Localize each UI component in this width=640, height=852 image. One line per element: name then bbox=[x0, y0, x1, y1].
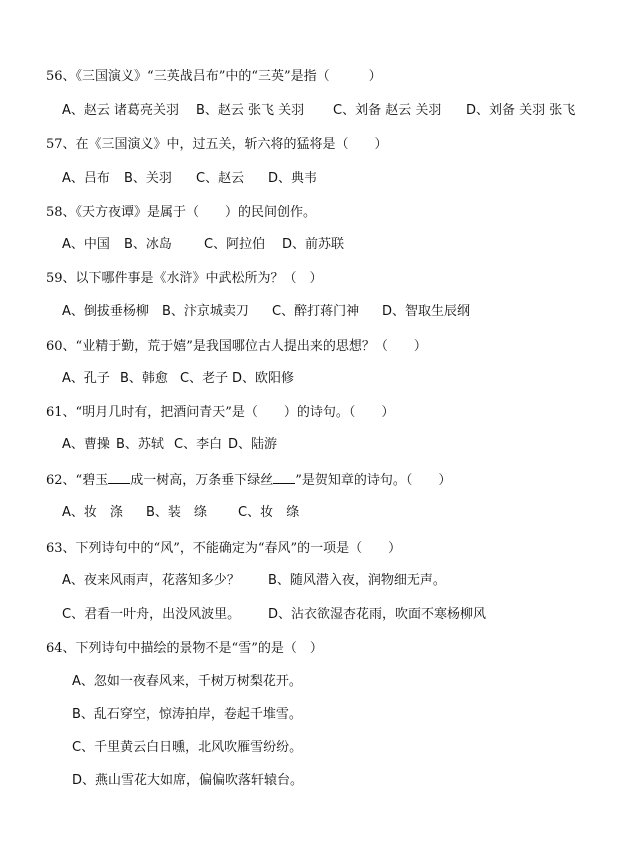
option-c: C、老子 bbox=[180, 371, 229, 386]
option-d: D、欧阳修 bbox=[232, 371, 295, 386]
option-b: B、苏轼 bbox=[116, 437, 164, 452]
option-b: B、乱石穿空，惊涛拍岸，卷起千堆雪。 bbox=[72, 707, 302, 722]
question-62-part-1: 62、“碧玉 bbox=[46, 473, 109, 488]
option-a: A、忽如一夜春风来，千树万树梨花开。 bbox=[72, 674, 302, 689]
option-a: A、倒拔垂杨柳 bbox=[62, 304, 149, 319]
question-63: 63、下列诗句中的“风”，不能确定为“春风”的一项是（ ） bbox=[46, 541, 402, 556]
question-57: 57、在《三国演义》中，过五关，斩六将的猛将是（ ） bbox=[46, 137, 388, 152]
question-61: 61、“明月几时有，把酒问青天”是（ ）的诗句。（ ） bbox=[46, 405, 395, 420]
option-c: C、刘备 赵云 关羽 bbox=[333, 103, 442, 118]
option-d: D、前苏联 bbox=[282, 237, 345, 252]
option-d: D、典韦 bbox=[268, 171, 318, 186]
question-60: 60、“业精于勤，荒于嬉”是我国哪位古人提出来的思想？（ ） bbox=[46, 339, 427, 354]
option-d: D、燕山雪花大如席，偏偏吹落轩辕台。 bbox=[72, 773, 304, 788]
question-62 bbox=[46, 471, 451, 490]
option-c: C、千里黄云白日曛，北风吹雁雪纷纷。 bbox=[72, 740, 303, 755]
option-a: A、吕布 bbox=[62, 171, 110, 186]
option-b: B、装 绦 bbox=[146, 505, 207, 520]
blank-2 bbox=[273, 471, 295, 484]
option-c: C、阿拉伯 bbox=[204, 237, 266, 252]
option-a: A、妆 涤 bbox=[62, 505, 123, 520]
option-a: A、曹操 bbox=[62, 437, 110, 452]
question-59: 59、以下哪件事是《水浒》中武松所为？（ ） bbox=[46, 271, 323, 286]
option-c: C、醉打蒋门神 bbox=[272, 304, 360, 319]
question-58: 58、《天方夜谭》是属于（ ）的民间创作。 bbox=[46, 205, 317, 220]
option-c: C、妆 绦 bbox=[238, 505, 300, 520]
blank-1 bbox=[108, 471, 130, 484]
option-d: D、刘备 关羽 张飞 bbox=[466, 103, 576, 118]
option-b: B、韩愈 bbox=[120, 371, 168, 386]
option-a: A、夜来风雨声，花落知多少？ bbox=[62, 573, 240, 588]
question-56: 56、《三国演义》“三英战吕布”中的“三英”是指（ ） bbox=[46, 69, 382, 84]
question-64: 64、下列诗句中描绘的景物不是“雪”的是（ ） bbox=[46, 641, 323, 656]
option-d: D、沾衣欲湿杏花雨，吹面不寒杨柳风 bbox=[268, 607, 487, 622]
option-b: B、关羽 bbox=[124, 171, 172, 186]
option-b: B、冰岛 bbox=[124, 237, 172, 252]
option-d: D、陆游 bbox=[228, 437, 278, 452]
option-c: C、君看一叶舟，出没风波里。 bbox=[62, 607, 241, 622]
option-a: A、中国 bbox=[62, 237, 110, 252]
question-62-part-2: 成一树高，万条垂下绿丝 bbox=[130, 473, 274, 488]
option-c: C、赵云 bbox=[196, 171, 245, 186]
option-d: D、智取生辰纲 bbox=[382, 304, 471, 319]
option-b: B、汴京城卖刀 bbox=[162, 304, 249, 319]
option-a: A、赵云 诸葛亮关羽 bbox=[62, 103, 180, 118]
question-62-part-3: ”是贺知章的诗句。（ ） bbox=[295, 473, 452, 488]
option-c: C、李白 bbox=[174, 437, 223, 452]
option-b: B、随风潜入夜，润物细无声。 bbox=[268, 573, 446, 588]
option-a: A、孔子 bbox=[62, 371, 110, 386]
option-b: B、赵云 张飞 关羽 bbox=[196, 103, 305, 118]
